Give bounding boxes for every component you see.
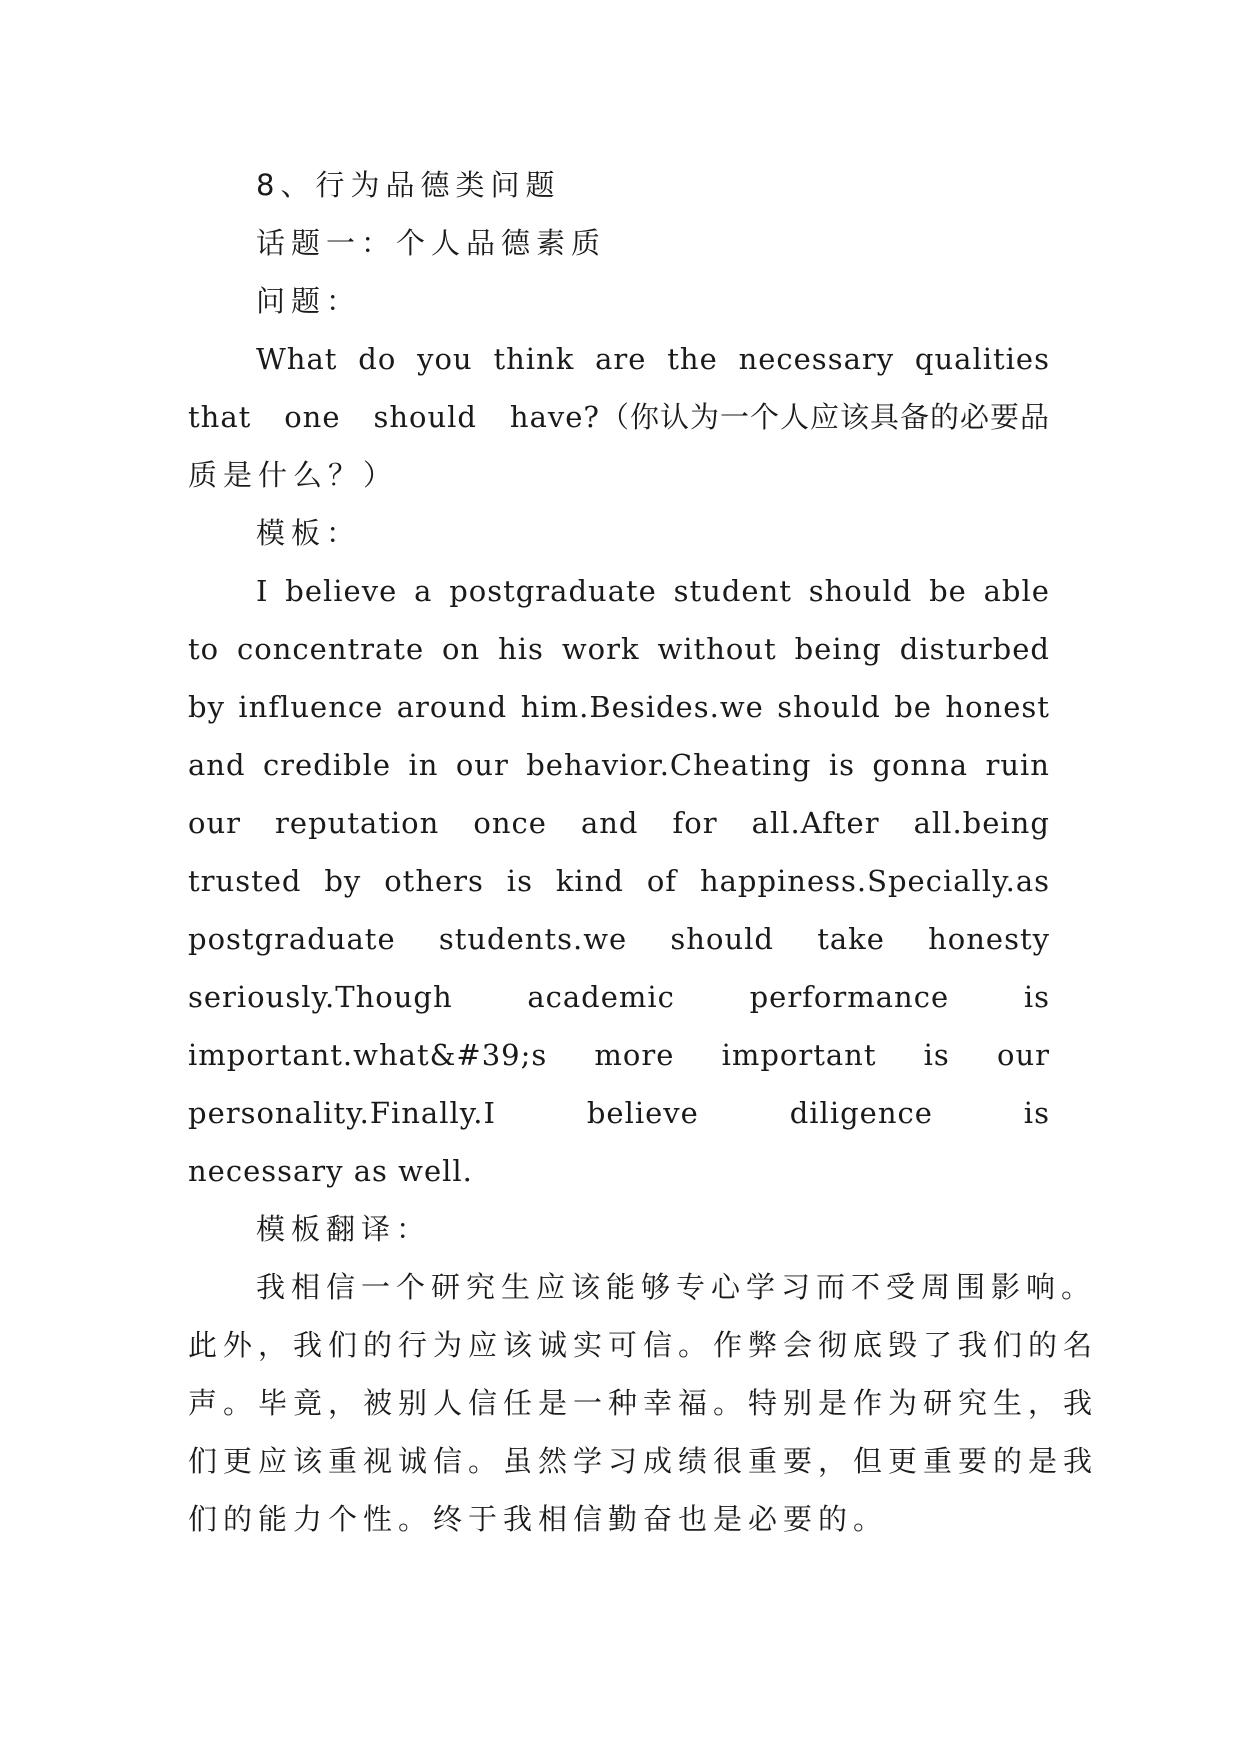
word: disturbed xyxy=(899,632,1050,666)
template-line xyxy=(188,736,1050,794)
word: our xyxy=(188,806,241,840)
word: gonna xyxy=(872,748,969,782)
word: around xyxy=(396,690,508,724)
word: is xyxy=(828,748,855,782)
word: trusted xyxy=(188,864,302,898)
word: should xyxy=(808,574,913,608)
word: kind xyxy=(555,864,624,898)
question-line xyxy=(188,330,1050,388)
template-line: necessary as well. xyxy=(188,1154,473,1188)
word: the xyxy=(667,342,718,376)
word: a xyxy=(414,574,433,608)
word: others xyxy=(384,864,484,898)
translation-line: 此外，我们的行为应该诚实可信。作弊会彻底毁了我们的名 xyxy=(188,1328,1099,1362)
word: honesty xyxy=(928,922,1050,956)
word: once xyxy=(473,806,547,840)
translation-line: 们的能力个性。终于我相信勤奋也是必要的。 xyxy=(188,1502,889,1536)
word: are xyxy=(595,342,647,376)
translation-line: 我相信一个研究生应该能够专心学习而不受周围影响。 xyxy=(256,1270,1097,1304)
word: work xyxy=(561,632,640,666)
template-paragraph xyxy=(188,562,1050,1200)
word: by xyxy=(188,690,225,724)
word: have?（你认为一个人应该具备的必要品 xyxy=(509,400,1050,434)
word: seriously.Though xyxy=(188,980,453,1014)
word: our xyxy=(455,748,509,782)
word: one xyxy=(284,400,341,434)
word: do xyxy=(358,342,397,376)
word: is xyxy=(1023,1096,1050,1130)
word: necessary xyxy=(738,342,895,376)
word: all.being xyxy=(913,806,1050,840)
word: What xyxy=(256,342,338,376)
word: happiness.Specially.as xyxy=(699,864,1050,898)
word: in xyxy=(408,748,439,782)
translation-line: 们更应该重视诚信。虽然学习成绩很重要，但更重要的是我 xyxy=(188,1444,1099,1478)
question-line: 质是什么？） xyxy=(188,458,399,492)
word: our xyxy=(996,1038,1050,1072)
word: should xyxy=(373,400,477,434)
translation-paragraph xyxy=(188,1258,1099,1548)
word: credible xyxy=(262,748,392,782)
word: of xyxy=(646,864,678,898)
template-line xyxy=(188,562,1050,620)
template-label: 模板： xyxy=(256,516,362,550)
word: to xyxy=(188,632,220,666)
word: be xyxy=(929,574,967,608)
template-line xyxy=(188,910,1050,968)
word: postgraduate xyxy=(188,922,396,956)
word: him.Besides.we xyxy=(520,690,764,724)
word: is xyxy=(923,1038,950,1072)
word: academic xyxy=(527,980,675,1014)
template-line xyxy=(188,1084,1050,1142)
template-line xyxy=(188,794,1050,852)
template-line xyxy=(188,678,1050,736)
question-line xyxy=(188,388,1050,446)
word: that xyxy=(188,400,252,434)
question-label: 问题： xyxy=(256,284,362,318)
word: all.After xyxy=(751,806,880,840)
word: believe xyxy=(285,574,398,608)
word: ruin xyxy=(985,748,1050,782)
word: and xyxy=(580,806,639,840)
word: believe xyxy=(586,1096,699,1130)
word: take xyxy=(817,922,885,956)
section-heading: 8、行为品德类问题 xyxy=(256,168,561,202)
word: you xyxy=(417,342,473,376)
question-paragraph xyxy=(188,330,1050,504)
word: influence xyxy=(238,690,384,724)
word: think xyxy=(493,342,575,376)
word: diligence xyxy=(789,1096,933,1130)
template-line xyxy=(188,852,1050,910)
document-body xyxy=(188,156,1099,1548)
word: student xyxy=(673,574,792,608)
word: is xyxy=(1023,980,1050,1014)
word: I xyxy=(256,574,269,608)
translation-label: 模板翻译： xyxy=(256,1212,432,1246)
word: reputation xyxy=(275,806,440,840)
word: by xyxy=(324,864,362,898)
word: on xyxy=(442,632,481,666)
word: students.we xyxy=(438,922,628,956)
word: being xyxy=(794,632,882,666)
word: able xyxy=(983,574,1050,608)
word: behavior.Cheating xyxy=(526,748,812,782)
template-line xyxy=(188,1026,1050,1084)
word: honest xyxy=(945,690,1050,724)
word: performance xyxy=(749,980,950,1014)
word: qualities xyxy=(914,342,1050,376)
word: be xyxy=(894,690,932,724)
word: and xyxy=(188,748,246,782)
word: is xyxy=(506,864,533,898)
word: should xyxy=(777,690,881,724)
word: postgraduate xyxy=(449,574,657,608)
word: his xyxy=(498,632,544,666)
word: more xyxy=(594,1038,675,1072)
template-line xyxy=(188,620,1050,678)
word: should xyxy=(670,922,774,956)
translation-line: 声。毕竟，被别人信任是一种幸福。特别是作为研究生，我 xyxy=(188,1386,1099,1420)
word: concentrate xyxy=(237,632,425,666)
word: without xyxy=(657,632,777,666)
word: for xyxy=(672,806,718,840)
word: important.what&#39;s xyxy=(188,1038,548,1072)
topic-title: 话题一：个人品德素质 xyxy=(256,226,607,260)
word: personality.Finally.I xyxy=(188,1096,496,1130)
word: important xyxy=(721,1038,877,1072)
template-line xyxy=(188,968,1050,1026)
